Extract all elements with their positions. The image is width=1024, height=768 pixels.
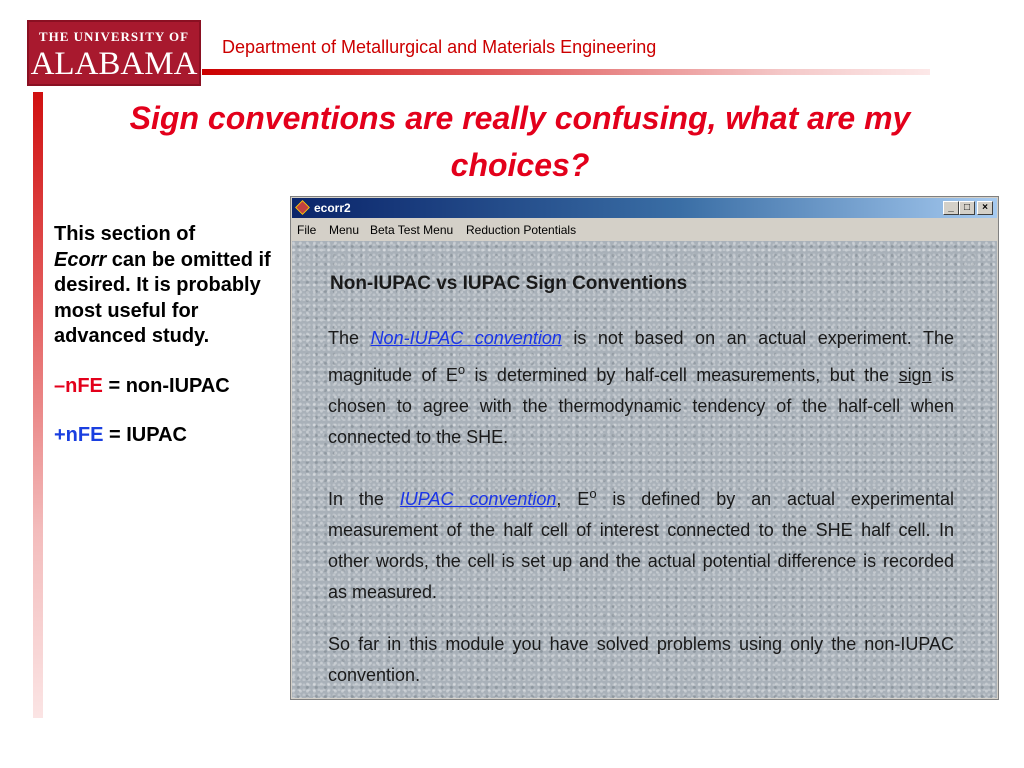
p1-text-c: is determined by half-cell measurements, but the (465, 365, 899, 385)
neg-nfe-key: –nFE (54, 374, 103, 397)
menu-file[interactable]: File (297, 223, 317, 237)
p1-text-b: is not based on an actual experiment. The magnitude of E (328, 328, 954, 385)
p1-superscript: o (457, 362, 466, 377)
ecorr-term: Ecorr (54, 248, 107, 271)
menu-menu[interactable]: Menu (329, 223, 360, 237)
close-button[interactable]: × (977, 201, 993, 215)
pos-nfe-line (54, 423, 282, 449)
window-title: ecorr2 (314, 201, 351, 215)
logo-line-2: ALABAMA (30, 46, 198, 82)
iupac-link[interactable]: IUPAC convention (399, 489, 557, 509)
maximize-button[interactable]: □ (959, 201, 975, 215)
window-content (292, 241, 997, 698)
minimize-button[interactable]: _ (943, 201, 959, 215)
paragraph-summary: So far in this module you have solved problems using only the non-IUPAC convention. (328, 634, 954, 685)
menu-bar (292, 219, 997, 239)
p2-text-b: , E (556, 489, 590, 509)
paragraph-non-iupac (328, 323, 954, 453)
paragraph-iupac (328, 478, 954, 608)
p2-text-a: In the (328, 489, 400, 509)
p2-text-c: is defined by an actual experimental measurement of the half cell of interest connected to the SHE half cell. In other words, the cell is set up and the actual potential difference is recorded as measured. (328, 489, 954, 602)
p1-text-d: is chosen to agree with the thermodynamic tendency of the half-cell when connected to the SHE. (328, 365, 954, 447)
pos-nfe-key: +nFE (54, 424, 104, 446)
neg-nfe-line (54, 374, 282, 400)
p1-text-a: The (328, 328, 371, 348)
sign-word: sign (898, 365, 932, 385)
department-name: Department of Metallurgical and Materials Engineering (222, 37, 657, 57)
university-logo (27, 20, 201, 86)
content-heading: Non-IUPAC vs IUPAC Sign Conventions (330, 273, 688, 294)
side-intro-start: This section of (54, 223, 196, 245)
ecorr-window (290, 196, 999, 700)
side-intro-rest: can be omitted if desired. It is probably most useful for advanced study. (54, 248, 271, 347)
side-intro (54, 222, 282, 350)
menu-beta-test[interactable]: Beta Test Menu (370, 223, 454, 237)
logo-line-1: THE UNIVERSITY OF (38, 29, 190, 44)
slide-title: Sign conventions are really confusing, what are my choices? (129, 100, 911, 183)
window-titlebar[interactable] (292, 198, 997, 218)
app-icon[interactable] (295, 200, 310, 215)
side-notes (54, 222, 282, 449)
neg-nfe-value: = non-IUPAC (102, 374, 230, 397)
pos-nfe-value: = IUPAC (103, 424, 187, 446)
header-divider (202, 69, 930, 75)
left-accent-bar (33, 92, 43, 718)
non-iupac-link[interactable]: Non-IUPAC convention (370, 328, 562, 348)
menu-reduction-potentials[interactable]: Reduction Potentials (466, 223, 577, 237)
p2-superscript: o (589, 486, 597, 501)
